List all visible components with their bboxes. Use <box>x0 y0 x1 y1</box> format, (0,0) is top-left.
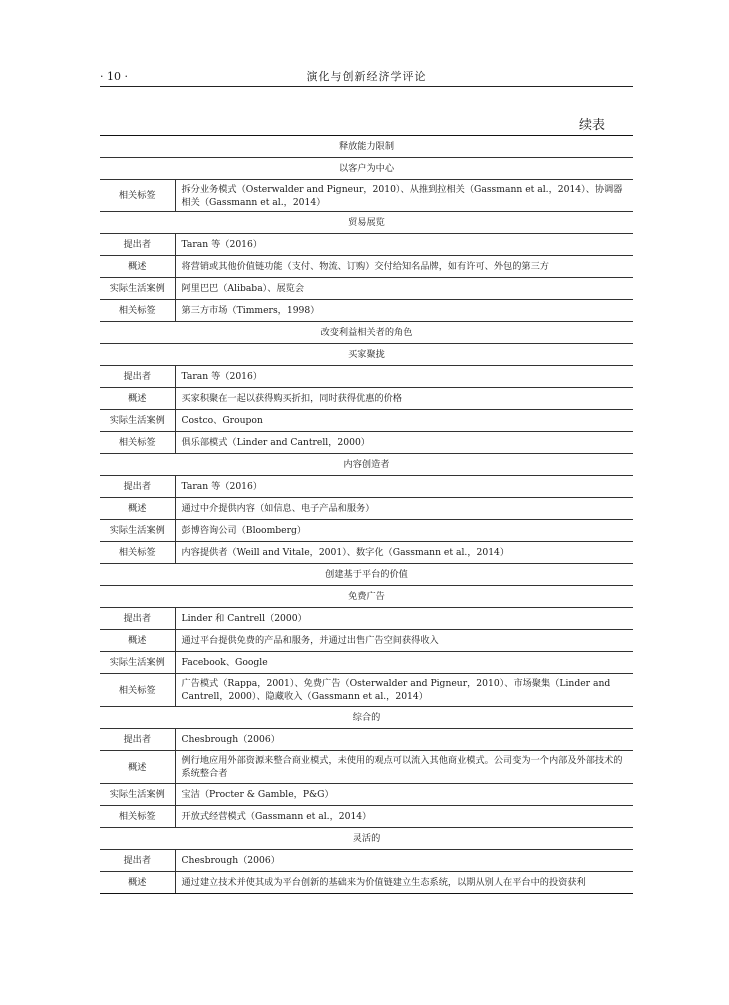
table-body <box>100 136 633 894</box>
row-value: 将营销或其他价值链功能（支付、物流、订购）交付给知名品牌，如有许可、外包的第三方 <box>175 256 633 278</box>
section-row <box>100 586 633 608</box>
row-label: 相关标签 <box>100 300 175 322</box>
row-value: 通过平台提供免费的产品和服务，并通过出售广告空间获得收入 <box>175 630 633 652</box>
table-row <box>100 180 633 212</box>
section-row <box>100 564 633 586</box>
row-label: 实际生活案例 <box>100 520 175 542</box>
section-row <box>100 212 633 234</box>
row-label: 相关标签 <box>100 806 175 828</box>
table-row <box>100 542 633 564</box>
row-label: 概述 <box>100 872 175 894</box>
section-row <box>100 158 633 180</box>
table-row <box>100 300 633 322</box>
row-value: 买家积聚在一起以获得购买折扣，同时获得优惠的价格 <box>175 388 633 410</box>
section-heading: 贸易展览 <box>100 212 633 234</box>
row-label: 实际生活案例 <box>100 784 175 806</box>
section-heading: 灵活的 <box>100 828 633 850</box>
table-row <box>100 806 633 828</box>
table-row <box>100 630 633 652</box>
section-heading: 免费广告 <box>100 586 633 608</box>
row-label: 提出者 <box>100 234 175 256</box>
page-number: · 10 · <box>100 70 128 83</box>
section-row <box>100 136 633 158</box>
row-label: 提出者 <box>100 608 175 630</box>
row-value: 内容提供者（Weill and Vitale，2001）、数字化（Gassmann et al.，2014） <box>175 542 633 564</box>
row-value: 彭博咨询公司（Bloomberg） <box>175 520 633 542</box>
row-value: Taran 等（2016） <box>175 366 633 388</box>
continued-table-label: 续表 <box>579 118 606 133</box>
table-row <box>100 278 633 300</box>
row-value: 开放式经营模式（Gassmann et al.，2014） <box>175 806 633 828</box>
section-heading: 内容创造者 <box>100 454 633 476</box>
row-label: 实际生活案例 <box>100 652 175 674</box>
row-value: 宝洁（Procter & Gamble，P&G） <box>175 784 633 806</box>
row-label: 提出者 <box>100 729 175 751</box>
table-row <box>100 410 633 432</box>
row-label: 相关标签 <box>100 674 175 707</box>
row-label: 实际生活案例 <box>100 410 175 432</box>
table-row <box>100 652 633 674</box>
row-value: Facebook、Google <box>175 652 633 674</box>
row-label: 相关标签 <box>100 432 175 454</box>
section-row <box>100 454 633 476</box>
table-row <box>100 498 633 520</box>
row-value: Costco、Groupon <box>175 410 633 432</box>
row-label: 概述 <box>100 630 175 652</box>
page-header <box>100 68 633 86</box>
row-value: 通过中介提供内容（如信息、电子产品和服务） <box>175 498 633 520</box>
row-label: 提出者 <box>100 850 175 872</box>
table-row <box>100 850 633 872</box>
table-row <box>100 608 633 630</box>
table-row <box>100 751 633 784</box>
row-value: Taran 等（2016） <box>175 476 633 498</box>
row-label: 提出者 <box>100 366 175 388</box>
row-value: 拆分业务模式（Osterwalder and Pigneur，2010）、从推到拉相关（Gassmann et al.，2014）、协调器相关（Gassmann et al.，2014） <box>175 180 633 212</box>
row-value: Linder 和 Cantrell（2000） <box>175 608 633 630</box>
row-value: Chesbrough（2006） <box>175 729 633 751</box>
table-row <box>100 729 633 751</box>
row-value: 广告模式（Rappa，2001）、免费广告（Osterwalder and Pigneur，2010）、市场聚集（Linder and Cantrell，2000）、隐藏收入（Gassmann et al.，2014） <box>175 674 633 707</box>
section-row <box>100 828 633 850</box>
row-label: 相关标签 <box>100 180 175 212</box>
table-row <box>100 520 633 542</box>
row-label: 概述 <box>100 256 175 278</box>
section-heading: 买家聚拢 <box>100 344 633 366</box>
table-row <box>100 476 633 498</box>
table-row <box>100 784 633 806</box>
table-row <box>100 432 633 454</box>
section-heading: 释放能力限制 <box>100 136 633 158</box>
row-value: 例行地应用外部资源来整合商业模式，未使用的观点可以流入其他商业模式。公司变为一个内部及外部技术的系统整合者 <box>175 751 633 784</box>
section-row <box>100 322 633 344</box>
section-row <box>100 707 633 729</box>
business-model-table <box>100 135 633 894</box>
row-label: 概述 <box>100 751 175 784</box>
section-heading: 综合的 <box>100 707 633 729</box>
row-value: 阿里巴巴（Alibaba）、展览会 <box>175 278 633 300</box>
table-row <box>100 366 633 388</box>
row-label: 概述 <box>100 498 175 520</box>
section-heading: 以客户为中心 <box>100 158 633 180</box>
row-label: 实际生活案例 <box>100 278 175 300</box>
table-row <box>100 674 633 707</box>
row-value: Chesbrough（2006） <box>175 850 633 872</box>
table-row <box>100 388 633 410</box>
table-row <box>100 234 633 256</box>
section-heading: 改变利益相关者的角色 <box>100 322 633 344</box>
header-rule <box>100 86 633 87</box>
row-value: 俱乐部模式（Linder and Cantrell，2000） <box>175 432 633 454</box>
journal-title: 演化与创新经济学评论 <box>306 70 427 83</box>
section-row <box>100 344 633 366</box>
row-label: 概述 <box>100 388 175 410</box>
row-value: 第三方市场（Timmers，1998） <box>175 300 633 322</box>
row-value: 通过建立技术并使其成为平台创新的基础来为价值链建立生态系统，以期从别人在平台中的投资获利 <box>175 872 633 894</box>
table-row <box>100 872 633 894</box>
row-label: 提出者 <box>100 476 175 498</box>
section-heading: 创建基于平台的价值 <box>100 564 633 586</box>
row-label: 相关标签 <box>100 542 175 564</box>
row-value: Taran 等（2016） <box>175 234 633 256</box>
table-row <box>100 256 633 278</box>
